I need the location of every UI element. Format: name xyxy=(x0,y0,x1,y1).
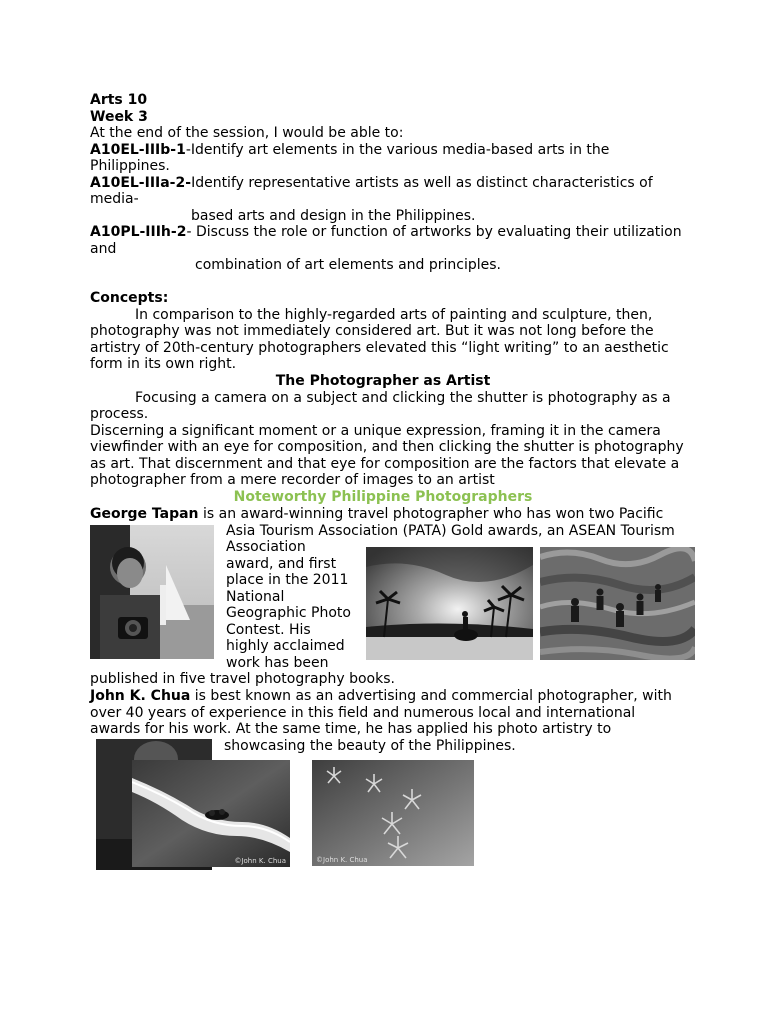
objective-code: A10EL-IIIa-2- xyxy=(90,174,192,191)
tapan-wrap-line: award, and first xyxy=(226,555,337,572)
objective-2 xyxy=(90,175,653,192)
subject-title: Arts 10 xyxy=(90,92,148,108)
objective-text: - Discuss the role or function of artworks by evaluating their utilization xyxy=(186,224,682,240)
tapan-wrap-line: Contest. His xyxy=(226,621,311,638)
week-title: Week 3 xyxy=(90,108,148,125)
objective-3 xyxy=(90,224,682,241)
objective-3-cont2: combination of art elements and principles. xyxy=(195,257,502,273)
concepts-line: form in its own right. xyxy=(90,356,237,372)
chua-text: is best known as an advertising and commercial photographer, with xyxy=(190,688,672,704)
concepts-line: artistry of 20th-century photographers elevated this “light writing” to an aesthetic xyxy=(90,339,669,356)
photographer-name: John K. Chua xyxy=(90,688,191,704)
objective-text: -Identify art elements in the various media-based arts in the xyxy=(185,141,610,158)
concepts-line: In comparison to the highly-regarded arts of painting and sculpture, then, xyxy=(135,306,653,323)
concepts-heading: Concepts: xyxy=(90,290,169,306)
section-title: The Photographer as Artist xyxy=(275,373,491,389)
chua-sandbar-photo xyxy=(132,760,290,867)
chua-line: showcasing the beauty of the Philippines. xyxy=(224,737,516,754)
section-line: Discerning a significant moment or a unique expression, framing it in the camera xyxy=(90,422,661,439)
tapan-wrap-line: Asia Tourism Association (PATA) Gold awards, an ASEAN Tourism xyxy=(226,522,675,539)
objective-code: A10EL-IIIb-1 xyxy=(90,141,186,158)
carabao-sunset-photo xyxy=(366,547,533,660)
objective-1-cont: Philippines. xyxy=(90,158,170,174)
tapan-wrap-line: National xyxy=(226,588,285,605)
chua-line: over 40 years of experience in this field and numerous local and international xyxy=(90,704,636,721)
objective-1 xyxy=(90,142,609,159)
objective-code: A10PL-IIIh-2 xyxy=(90,224,187,240)
tapan-wrap-line: Geographic Photo xyxy=(226,605,351,621)
section-line: as art. That discernment and that eye for composition are the factors that elevate a xyxy=(90,455,680,472)
objective-3-cont: and xyxy=(90,240,117,257)
tapan-intro xyxy=(90,506,663,523)
section-line: photographer from a mere recorder of images to an artist xyxy=(90,472,495,488)
chua-line: awards for his work. At the same time, he has applied his photo artistry to xyxy=(90,721,612,737)
chua-intro xyxy=(90,688,672,705)
tapan-text: is an award-winning travel photographer who has won two Pacific xyxy=(198,506,664,522)
section-line: process. xyxy=(90,406,149,422)
section-line: viewfinder with an eye for composition, and then clicking the shutter is photography xyxy=(90,439,684,455)
tapan-last-line: published in five travel photography books. xyxy=(90,671,395,687)
concepts-line: photography was not immediately considered art. But it was not long before the xyxy=(90,323,654,339)
objectives-intro: At the end of the session, I would be able to: xyxy=(90,125,404,141)
objective-text: Identify representative artists as well as distinct characteristics of xyxy=(191,174,653,191)
tapan-portrait-photo xyxy=(90,525,214,659)
photographer-name: George Tapan xyxy=(90,506,199,522)
tapan-wrap-line: work has been xyxy=(226,654,329,671)
tapan-wrap-line: Association xyxy=(226,539,306,555)
tapan-wrap-line: highly acclaimed xyxy=(226,638,345,654)
photo-watermark: ©John K. Chua xyxy=(234,857,286,865)
children-water-photo xyxy=(540,547,695,660)
photo-watermark: ©John K. Chua xyxy=(316,856,368,864)
tapan-wrap-line: place in the 2011 xyxy=(226,572,349,588)
section-line: Focusing a camera on a subject and clicking the shutter is photography as a xyxy=(135,389,671,406)
chua-starfish-photo xyxy=(312,760,474,866)
objective-2-cont2: based arts and design in the Philippines. xyxy=(191,207,476,224)
objective-2-cont: media- xyxy=(90,191,139,207)
photographers-heading: Noteworthy Philippine Photographers xyxy=(233,489,533,505)
